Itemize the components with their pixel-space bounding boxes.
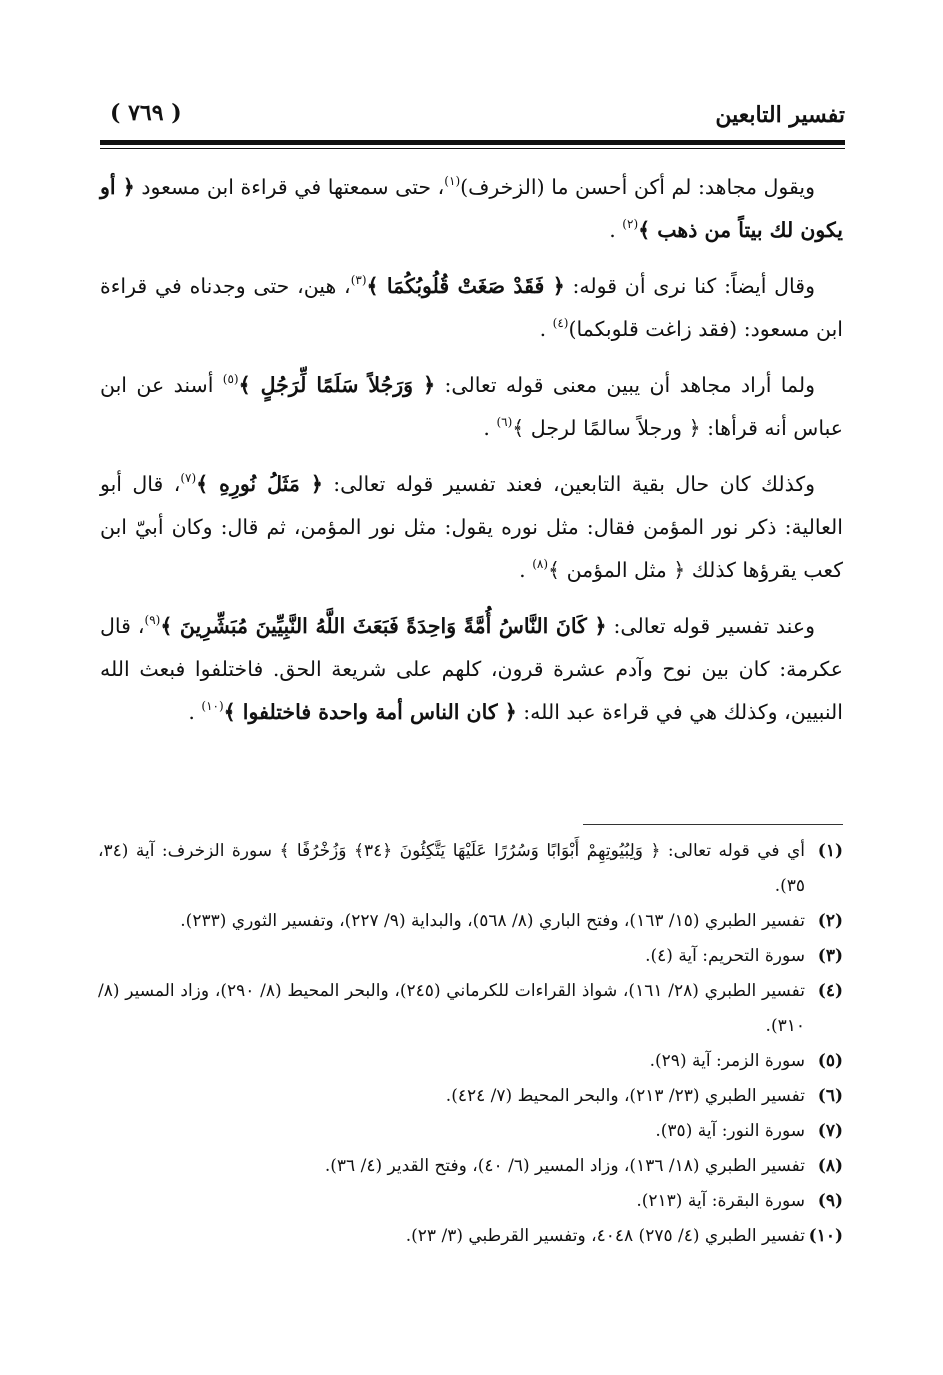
quran-quote: ﴿ مَثَلُ نُورِهِ ﴾ (196, 472, 323, 496)
footnote-1 (98, 834, 843, 904)
footnote-text: تفسير الطبري (١٥/ ١٦٣)، وفتح الباري (٨/ ٥٦٨)، والبداية (٩/ ٢٢٧)، وتفسير الثوري (٢٣٣). (180, 911, 805, 931)
footnote-number: (٦) (817, 1086, 843, 1106)
footnote-text: سورة النور: آية (٣٥). (655, 1121, 805, 1141)
paragraph-1 (100, 166, 843, 252)
footnote-3 (98, 939, 843, 974)
text: ، قال عكرمة: كان بين نوح وآدم عشرة قرون، كلهم على شريعة الحق. فاختلفوا فبعث الله النبيين، وكذلك هي في قراءة عبد الله: (100, 614, 843, 724)
footnote-ref: (١٠) (201, 699, 224, 713)
footnote-ref: (٨) (532, 557, 549, 571)
page-number: ( ٧٦٩ ) (110, 100, 182, 126)
footnote-text: تفسير الطبري (١٨/ ١٣٦)، وزاد المسير (٦/ ٤٠)، وفتح القدير (٤/ ٣٦). (324, 1156, 805, 1176)
text: . (609, 218, 623, 242)
footnote-2 (98, 904, 843, 939)
text: وقال أيضاً: كنا نرى أن قوله: (564, 274, 816, 298)
footnote-6 (98, 1079, 843, 1114)
footnote-text: تفسير الطبري (٢٨/ ١٦١)، شواذ القراءات للكرماني (٢٤٥)، والبحر المحيط (٨/ ٢٩٠)، وزاد المسير (٨/ ٣١٠). (98, 981, 805, 1036)
text: ، حتى سمعتها في قراءة ابن مسعود (134, 175, 445, 199)
footnote-5 (98, 1044, 843, 1079)
footnote-ref: (٤) (552, 316, 569, 330)
header-rule-thin (100, 148, 845, 149)
footnote-number: (٩) (817, 1191, 843, 1211)
footnote-ref: (٧) (180, 471, 197, 485)
text: ويقول مجاهد: لم أكن أحسن ما (الزخرف) (460, 175, 815, 199)
variant-quote: ﴿ مثل المؤمن ﴾ (548, 558, 686, 582)
footnote-text: تفسير الطبري (٤/ ٢٧٥) ٤٠٤٨، وتفسير القرطبي (٣/ ٢٣). (405, 1226, 805, 1246)
paragraph-4 (100, 463, 843, 592)
footnote-7 (98, 1114, 843, 1149)
running-title: تفسير التابعين (715, 102, 845, 128)
footnote-9 (98, 1184, 843, 1219)
footnote-ref: (١) (444, 174, 461, 188)
text: وكذلك كان حال بقية التابعين، فعند تفسير قوله تعالى: (322, 472, 815, 496)
footnote-number: (٥) (817, 1051, 843, 1071)
footnote-number: (١) (817, 841, 843, 861)
footnote-ref: (٦) (496, 415, 513, 429)
quran-quote: ﴿ فَقَدْ صَغَتْ قُلُوبُكُمَا ﴾ (366, 274, 565, 298)
quran-quote: ﴿ كَانَ النَّاسُ أُمَّةً وَاحِدَةً فَبَعَثَ اللَّهُ النَّبِيِّينَ مُبَشِّرِينَ ﴾ (160, 614, 607, 638)
text: أسند عن ابن عباس أنه قرأها: (100, 373, 843, 440)
paragraph-5 (100, 605, 843, 734)
footnote-text: سورة التحريم: آية (٤). (645, 946, 805, 966)
footnote-text: أي في قوله تعالى: ﴿ وَلِبُيُوتِهِمْ أَبْوَابًا وَسُرُرًا عَلَيْهَا يَتَّكِئُونَ ﴿٣٤﴾ وَزُخْرُفًا ﴾ سورة الزخرف: آية (٣٤، ٣٥). (98, 841, 805, 896)
footnote-text: سورة البقرة: آية (٢١٣). (636, 1191, 805, 1211)
footnote-ref: (٩) (144, 613, 161, 627)
text: . (188, 700, 202, 724)
quran-quote: ﴿ أو يكون لك بيتاً من ذهب ﴾ (100, 175, 843, 242)
footnote-number: (١٠) (808, 1226, 843, 1246)
quran-quote: ﴿ وَرَجُلاً سَلَمًا لِّرَجُلٍ ﴾ (238, 373, 436, 397)
text: ، قال أبو العالية: ذكر نور المؤمن فقال: مثل نوره يقول: مثل نور المؤمن، ثم قال: وكان أبيّ ابن كعب يقرؤها كذلك (100, 472, 843, 582)
variant-quote: ﴿ ورجلاً سالمًا لرجل ﴾ (512, 416, 701, 440)
footnote-4 (98, 974, 843, 1044)
footnote-separator (583, 824, 843, 825)
footnote-8 (98, 1149, 843, 1184)
variant-quote: ﴿ كان الناس أمة واحدة فاختلفوا ﴾ (223, 700, 517, 724)
paragraph-2 (100, 265, 843, 351)
footnotes (98, 834, 843, 1254)
footnote-text: سورة الزمر: آية (٢٩). (649, 1051, 805, 1071)
footnote-number: (٧) (817, 1121, 843, 1141)
footnote-number: (٨) (817, 1156, 843, 1176)
text: . (539, 317, 553, 341)
footnote-number: (٢) (817, 911, 843, 931)
footnote-ref: (٣) (350, 273, 367, 287)
footnote-10 (98, 1219, 843, 1254)
footnote-number: (٣) (817, 946, 843, 966)
footnote-text: تفسير الطبري (٢٣/ ٢١٣)، والبحر المحيط (٧/ ٤٢٤). (445, 1086, 805, 1106)
footnote-ref: (٢) (622, 217, 639, 231)
text: . (483, 416, 497, 440)
text: . (519, 558, 533, 582)
footnote-number: (٤) (817, 981, 843, 1001)
footnote-ref: (٥) (222, 372, 239, 386)
main-text (100, 166, 843, 747)
text: ولما أراد مجاهد أن يبين معنى قوله تعالى: (435, 373, 816, 397)
text: ، هين، حتى وجدناه في قراءة ابن مسعود: (فقد زاغت قلوبكما) (100, 274, 843, 341)
header-rule-thick (100, 140, 845, 145)
paragraph-3 (100, 364, 843, 450)
text: وعند تفسير قوله تعالى: (606, 614, 815, 638)
page-header (100, 100, 845, 138)
